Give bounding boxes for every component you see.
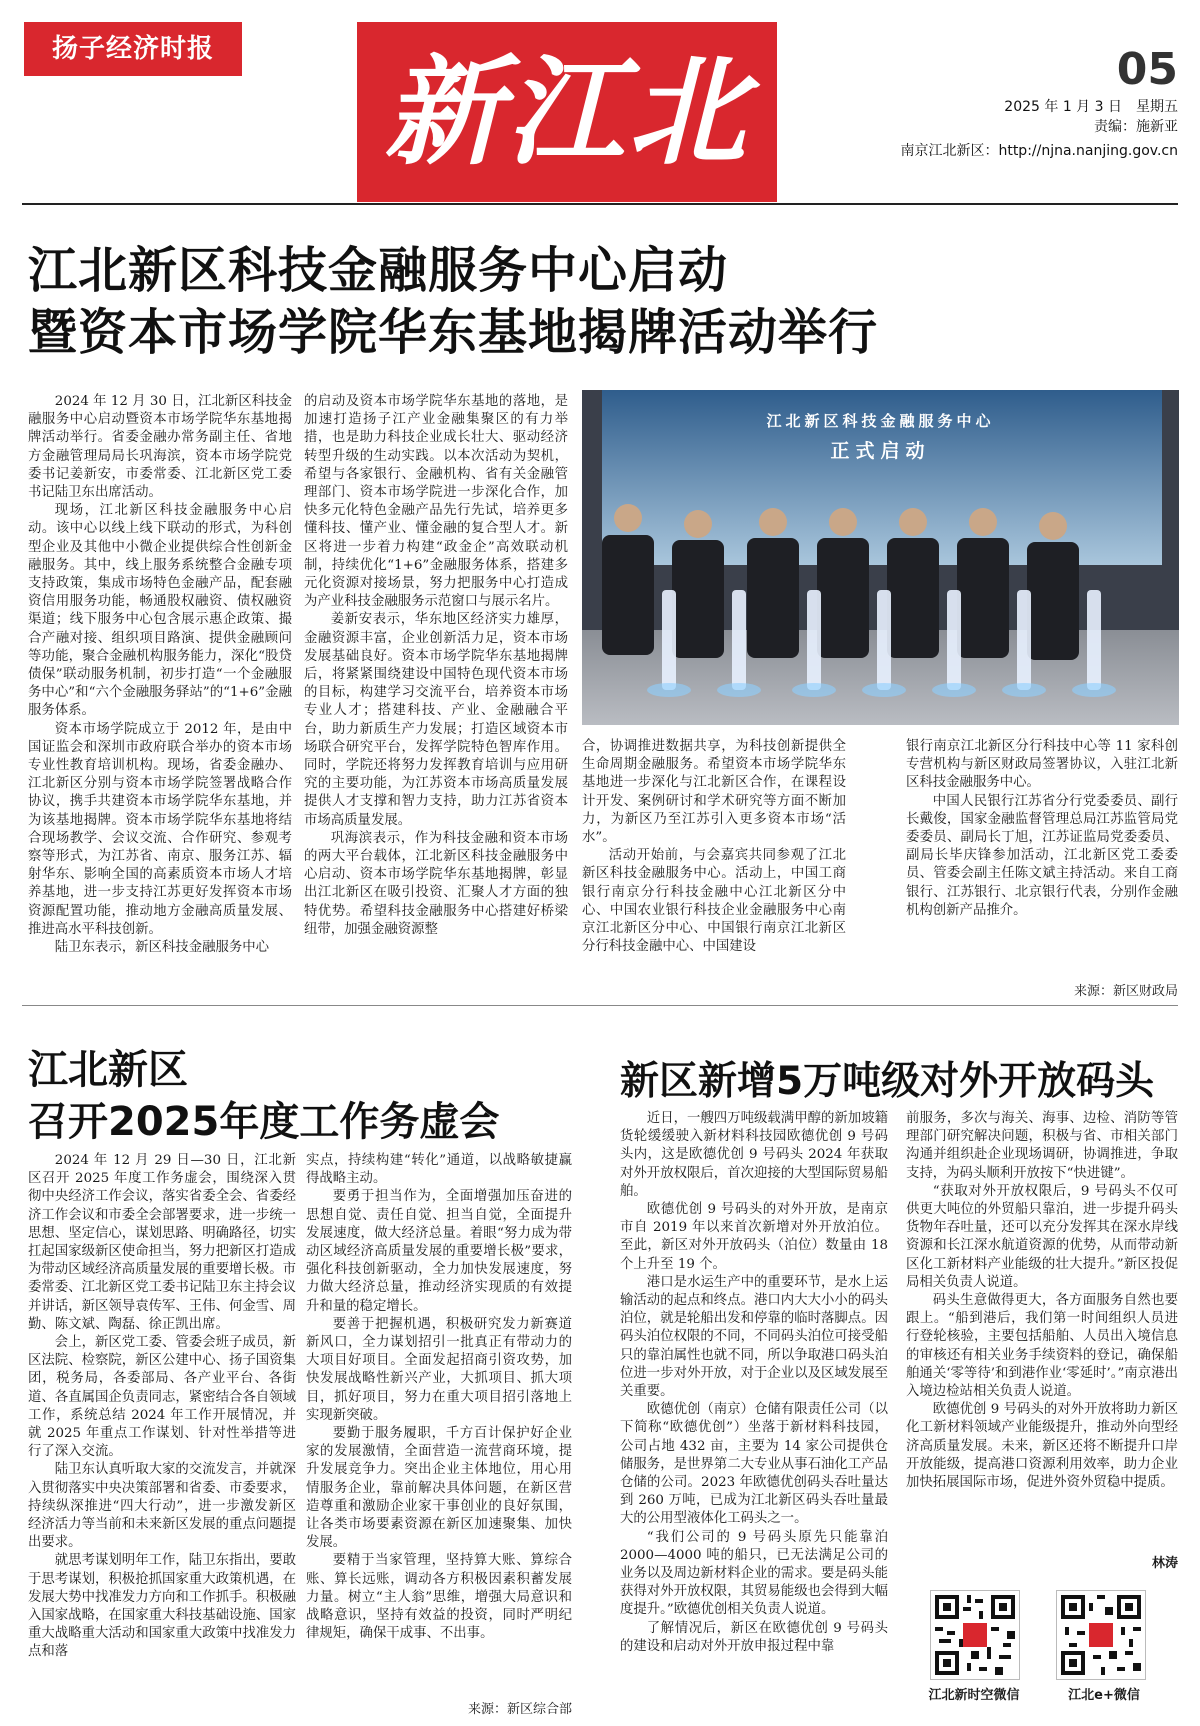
website: 南京江北新区：http://njna.nanjing.gov.cn (900, 143, 1178, 159)
paragraph: 2024 年 12 月 30 日，江北新区科技金融服务中心启动暨资本市场学院华东基地揭牌活动举行。省委金融办常务副主任、省地方金融管理局局长巩海滨，资本市场学院党委书记姜新安，市委常委、江北新区党工委书记陆卫东出席活动。 (28, 394, 292, 501)
paragraph: 了解情况后，新区在欧德优创 9 号码头的建设和启动对外开放申报过程中靠 (620, 1620, 888, 1654)
article3-column1 (620, 1110, 888, 1712)
paragraph: 要勇于担当作为，全面增强加压奋进的思想自觉、责任自觉、担当自觉，全面提升发展速度，做大经济总量。着眼“努力成为带动区域经济高质量发展的重要增长极”要求，强化科技创新驱动，全力加快发展速度，努力做大经济总量，推动经济实现质的有效提升和量的稳定增长。 (306, 1189, 572, 1314)
paragraph: 的启动及资本市场学院华东基地的落地，是加速打造扬子江产业金融集聚区的有力举措，也是助力科技企业成长壮大、驱动经济转型升级的生动实践。以本次活动为契机，希望与各家银行、金融机构、省有关金融管理部门、资本市场学院进一步深化合作，加快多元化特色金融产品先行先试，培养更多懂科技、懂产业、懂金融的复合型人才。新区将进一步着力构建“政金企”高效联动机制，持续优化“1+6”金融服务体系，搭建多元化资源对接场景，努力把服务中心打造成为产业科技金融服务示范窗口与展示名片。 (304, 394, 568, 610)
article2-column1 (28, 1152, 296, 1712)
article2-headline-line2: 召开2025年度工作务虚会 (28, 1099, 500, 1145)
paragraph: “获取对外开放权限后，9 号码头不仅可供更大吨位的外贸船只靠泊，进一步提升码头货物年吞吐量，还可以充分发挥其在深水岸线资源和长江深水航道资源的优势，从而带动新区化工新材料产业能级的壮大提升。”新区投促局相关负责人说道。 (906, 1183, 1178, 1290)
section-divider (22, 1005, 1178, 1006)
paragraph: 会上，新区党工委、管委会班子成员，新区法院、检察院，新区公建中心、扬子国资集团，税务局，各委部局、各产业平台、各街道、各直属国企负责同志，紧密结合各自领域工作，系统总结 2024 年工作开展情况，并就 2025 年重点工作谋划、针对性举措等进行了深入交流。 (28, 1335, 296, 1460)
paragraph: 现场，江北新区科技金融服务中心启动。该中心以线上线下联动的形式，为科创型企业及其他中小微企业提供综合性创新金融服务。其中，线上服务系统整合金融专项支持政策，集成市场特色金融产品，配套融资信用服务功能，畅通股权融资、债权融资渠道；线下服务中心包含展示惠企政策、撮合产融对接、组织项目路演、提供金融顾问等功能，聚合金融机构服务能力，深化“股贷债保”联动服务机制，初步打造“一个金融服务中心”和“六个金融服务驿站”的“1+6”金融服务体系。 (28, 503, 292, 719)
newspaper-brand: 扬子经济时报 (24, 22, 242, 76)
photo-banner-line1: 江北新区科技金融服务中心 (766, 412, 995, 430)
article1-headline-line1: 江北新区科技金融服务中心启动 (28, 242, 729, 299)
qr-code-icon (1057, 1591, 1145, 1679)
paragraph: 银行南京江北新区分行科技中心等 11 家科创专营机构与新区财政局签署协议，入驻江北新区科技金融服务中心。 (906, 739, 1178, 791)
paragraph: 近日，一艘四万吨级载满甲醇的新加坡籍货轮缓缓驶入新材料科技园欧德优创 9 号码头内，这是欧德优创 9 号码头 2024 年获取对外开放权限后，首次迎接的大型国际贸易船舶。 (620, 1111, 888, 1199)
paragraph: 陆卫东认真听取大家的交流发言，并就深入贯彻落实中央决策部署和省委、市委要求，持续纵深推进“四大行动”，进一步激发新区经济活力等当前和未来新区发展的重点问题提出要求。 (28, 1462, 296, 1551)
paragraph: 资本市场学院成立于 2012 年，是由中国证监会和深圳市政府联合举办的资本市场专业性教育培训机构。现场，省委金融办、江北新区分别与资本市场学院签署战略合作协议，携手共建资本市场学院华东基地，并为该基地揭牌。资本市场学院华东基地将结合现场教学、会议交流、合作研究、参观考察等形式，为江苏省、南京、服务江苏、辐射华东、影响全国的高素质资本市场人才培养基地，进一步支持江苏更好发挥资本市场资源配置功能，推动地方金融高质量发展、推进高水平科技创新。 (28, 721, 292, 937)
paragraph: 要精于当家管理，坚持算大账、算综合账、算长远账，调动各方积极因素积蓄发展力量。树立“主人翁”思维，增强大局意识和战略意识，坚持有效益的投资，同时严明纪律规矩，确保干成事、不出事。 (306, 1553, 572, 1642)
article2-column2 (306, 1152, 572, 1692)
paragraph: 中国人民银行江苏省分行党委委员、副行长戴俊，国家金融监督管理总局江苏监管局党委委员、副局长丁旭，江苏证监局党委委员、副局长毕庆锋参加活动，江北新区党工委委员、管委会副主任陈文斌主持活动。来自工商银行、江苏银行、北京银行代表，分别作金融机构创新产品推介。 (906, 793, 1178, 918)
article1-column1 (28, 393, 292, 993)
paragraph: 码头生意做得更大，各方面服务自然也要跟上。“船到港后，我们第一时间组织人员进行登轮核验，主要包括船舶、人员出入境信息的审核还有相关业务手续资料的登记，确保船舶通关‘零等待’和到港作业‘零延时’。”南京港出入境边检站相关负责人说道。 (906, 1293, 1178, 1400)
paragraph: 港口是水运生产中的重要环节，是水上运输活动的起点和终点。港口内大大小小的码头泊位，就是轮船出发和停靠的临时落脚点。因码头泊位权限的不同，不同码头泊位可接受船只的靠泊属性也就不同，所以争取港口码头泊位进一步对外开放，对于企业以及区域发展至关重要。 (620, 1274, 888, 1400)
paragraph: 欧德优创 9 号码头的对外开放，是南京市自 2019 年以来首次新增对外开放泊位。至此，新区对外开放码头（泊位）数量由 18 个上升至 19 个。 (620, 1202, 888, 1272)
paragraph: 欧德优创 9 号码头的对外开放将助力新区化工新材料领域产业能级提升，推动外向型经济高质量发展。未来，新区还将不断提升口岸开放能级，提高港口资源利用效率，助力企业加快拓展国际市场，促进外资外贸稳中提质。 (906, 1402, 1178, 1491)
article1-column4 (906, 738, 1178, 972)
paragraph: 陆卫东表示，新区科技金融服务中心 (54, 940, 270, 956)
event-photo (582, 390, 1179, 725)
paragraph: 要善于把握机遇，积极研究发力新赛道新风口，全力谋划招引一批真正有带动力的大项目好项目。全面发起招商引资攻势，加快发展战略性新兴产业，大抓项目、抓大项目，抓好项目，努力在重大项目招引落地上实现新突破。 (306, 1316, 572, 1423)
article1-source: 来源：新区财政局 (1073, 984, 1178, 999)
paragraph: 合，协调推进数据共享，为科技创新提供全生命周期金融服务。希望资本市场学院华东基地进一步深化与江北新区合作，在课程设计开发、案例研讨和学术研究等方面不断加力，为新区乃至江苏引入更多资本市场“活水”。 (582, 739, 846, 846)
paragraph: 巩海滨表示，作为科技金融和资本市场的两大平台载体，江北新区科技金融服务中心启动、资本市场学院华东基地揭牌，彰显出江北新区在吸引投资、汇聚人才方面的独特优势。希望科技金融服务中心搭建好桥梁纽带，加强金融资源整 (304, 830, 568, 937)
paragraph: 活动开始前，与会嘉宾共同参观了江北新区科技金融服务中心。活动上，中国工商银行南京分行科技金融中心江北新区分中心、中国农业银行科技企业金融服务中心南京江北新区分中心、中国银行南京江北新区分行科技金融中心、中国建设 (582, 848, 846, 955)
article3-author: 林涛 (1151, 1556, 1178, 1571)
issue-date: 2025 年 1 月 3 日 星期五 (1004, 99, 1178, 115)
qr-code-jiangbei-xinshikong[interactable] (930, 1590, 1020, 1680)
paragraph: “我们公司的 9 号码头原先只能靠泊 2000—4000 吨的船只，已无法满足公司的业务以及周边新材料企业的需求。要是码头能获得对外开放权限，其贸易能级也会得到大幅度提升。”欧德优创相关负责人说道。 (620, 1529, 888, 1618)
article1-column3 (582, 738, 846, 993)
article3-headline: 新区新增5万吨级对外开放码头 (620, 1059, 1155, 1104)
qr-code-icon (931, 1591, 1019, 1679)
page-number: 05 (1116, 44, 1178, 95)
article1-headline-line2: 暨资本市场学院华东基地揭牌活动举行 (28, 304, 879, 361)
paragraph: 姜新安表示，华东地区经济实力雄厚，金融资源丰富，企业创新活力足，资本市场发展基础良好。资本市场学院华东基地揭牌后，将紧紧围绕建设中国特色现代资本市场的目标，构建学习交流平台，培养资本市场专业人才；搭建科技、产业、金融融合平台，助力新质生产力发展；打造区域资本市场联合研究平台，发挥学院特色智库作用。同时，学院还将努力发挥教育培训与应用研究的主要功能，为江苏资本市场高质量发展提供人才支撑和智力支持，助力江苏省资本市场高质量发展。 (304, 612, 568, 828)
header-rule (22, 203, 1178, 205)
paragraph: 2024 年 12 月 29 日—30 日，江北新区召开 2025 年度工作务虚会，围绕深入贯彻中央经济工作会议，落实省委全会、省委经济工作会议和市委全会部署要求，进一步统一思想、坚定信心，谋划思路、明确路径，切实扛起国家级新区使命担当，努力把新区打造成为带动区域经济高质量发展的重要增长极。市委常委、江北新区党工委书记陆卫东主持会议并讲话，新区领导袁传军、王伟、何金雪、周勤、陈文斌、陶磊、徐正凯出席。 (28, 1153, 296, 1332)
article2-headline-line1: 江北新区 (28, 1047, 188, 1093)
qr-label-2: 江北e+微信 (1068, 1688, 1140, 1703)
photo-banner-line2: 正式启动 (830, 440, 931, 462)
paragraph: 实点，持续构建“转化”通道，以战略敏捷赢得战略主动。 (306, 1153, 572, 1187)
paragraph: 要勤于服务履职，千方百计保护好企业家的发展激情，全面营造一流营商环境，提升发展竞争力。突出企业主体地位，用心用情服务企业，靠前解决具体问题，在新区营造尊重和激励企业家干事创业的良好氛围，让各类市场要素资源在新区加速聚集、加快发展。 (306, 1426, 572, 1551)
paragraph: 欧德优创（南京）仓储有限责任公司（以下简称“欧德优创”）坐落于新材料科技园，公司占地 432 亩，主要为 14 家公司提供仓储服务，是世界第二大专业从事石油化工产品仓储的公司。2023 年欧德优创码头吞吐量达到 260 万吨，已成为江北新区码头吞吐量最大的公用型液体化工码头之一。 (620, 1402, 888, 1527)
article3-column2 (906, 1110, 1178, 1540)
paragraph: 前服务，多次与海关、海事、边检、消防等管理部门研究解决问题，积极与省、市相关部门沟通并组织赴企业现场调研，协调推进，争取支持，为码头顺利开放按下“快进键”。 (906, 1111, 1178, 1181)
article2-source: 来源：新区综合部 (467, 1702, 572, 1717)
qr-code-jiangbei-eplus[interactable] (1056, 1590, 1146, 1680)
paragraph: 就思考谋划明年工作，陆卫东指出，要敢于思考谋划，积极抢抓国家重大政策机遇，在发展大势中找准发力方向和工作抓手。积极融入国家战略，在国家重大科技基础设施、国家重大战略重大活动和国家重大政策中找准发力点和落 (28, 1553, 296, 1660)
editor-credit: 责编：施新亚 (1094, 119, 1178, 135)
article1-column2 (304, 393, 568, 993)
qr-label-1: 江北新时空微信 (928, 1688, 1020, 1703)
masthead-title: 新江北 (357, 22, 777, 202)
